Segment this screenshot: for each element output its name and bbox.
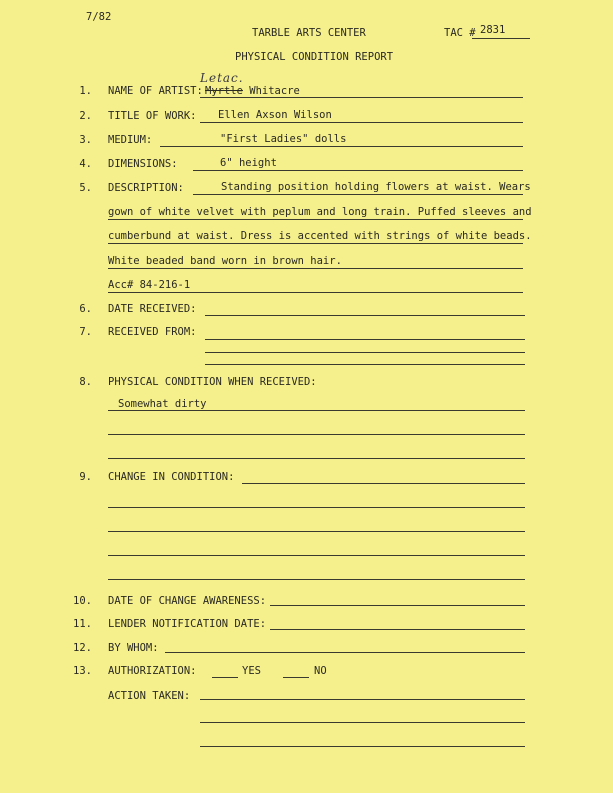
- description-rule-2: [108, 219, 523, 220]
- item-number: 5.: [79, 182, 92, 194]
- handwritten-artist-note: Letac.: [200, 71, 244, 85]
- item-number: 7.: [79, 326, 92, 338]
- change-line-3[interactable]: [108, 531, 525, 532]
- lender-notification-line[interactable]: [270, 629, 525, 630]
- received-from-line-3[interactable]: [205, 364, 525, 365]
- change-line-5[interactable]: [108, 579, 525, 580]
- action-taken-label: ACTION TAKEN:: [108, 690, 191, 702]
- item-number: 13.: [73, 665, 92, 677]
- dimensions-label: DIMENSIONS:: [108, 158, 178, 170]
- title-value: Ellen Axson Wilson: [218, 109, 332, 121]
- dimensions-value: 6" height: [220, 157, 277, 169]
- date-received-line[interactable]: [205, 315, 525, 316]
- change-awareness-line[interactable]: [270, 605, 525, 606]
- authorization-no: NO: [314, 665, 327, 677]
- artist-surname: Whitacre: [249, 85, 300, 97]
- title-line: [200, 122, 523, 123]
- description-line-4: White beaded band worn in brown hair.: [108, 255, 342, 267]
- authorization-no-blank[interactable]: [283, 677, 309, 678]
- item-number: 3.: [79, 134, 92, 146]
- condition-line-2[interactable]: [108, 434, 525, 435]
- item-number: 8.: [79, 376, 92, 388]
- title-label: TITLE OF WORK:: [108, 110, 197, 122]
- lender-notification-label: LENDER NOTIFICATION DATE:: [108, 618, 267, 630]
- item-number: 4.: [79, 158, 92, 170]
- tac-label: TAC #: [444, 27, 476, 39]
- report-date: 7/82: [86, 11, 112, 23]
- change-line-4[interactable]: [108, 555, 525, 556]
- artist-line: [200, 97, 523, 98]
- description-line-2: gown of white velvet with peplum and long train. Puffed sleeves and: [108, 206, 532, 218]
- item-number: 6.: [79, 303, 92, 315]
- action-taken-line-2[interactable]: [200, 722, 525, 723]
- condition-received-label: PHYSICAL CONDITION WHEN RECEIVED:: [108, 376, 317, 388]
- dimensions-line: [193, 170, 523, 171]
- received-from-label: RECEIVED FROM:: [108, 326, 197, 338]
- artist-struck-name: Myrtle: [205, 85, 243, 97]
- condition-received-value: Somewhat dirty: [118, 398, 207, 410]
- item-number: 11.: [73, 618, 92, 630]
- date-received-label: DATE RECEIVED:: [108, 303, 197, 315]
- change-label: CHANGE IN CONDITION:: [108, 471, 235, 483]
- medium-line: [160, 146, 523, 147]
- item-number: 2.: [79, 110, 92, 122]
- description-rule-5: [108, 292, 523, 293]
- received-from-line-2[interactable]: [205, 352, 525, 353]
- org-name: TARBLE ARTS CENTER: [252, 27, 366, 39]
- action-taken-line-1[interactable]: [200, 699, 525, 700]
- authorization-yes: YES: [242, 665, 261, 677]
- medium-label: MEDIUM:: [108, 134, 153, 146]
- tac-number-line: [472, 38, 530, 39]
- accession-number: Acc# 84-216-1: [108, 279, 191, 291]
- action-taken-line-3[interactable]: [200, 746, 525, 747]
- tac-number: 2831: [480, 24, 506, 36]
- condition-line-1[interactable]: [108, 410, 525, 411]
- item-number: 9.: [79, 471, 92, 483]
- description-rule-3: [108, 243, 523, 244]
- by-whom-label: BY WHOM:: [108, 642, 159, 654]
- authorization-label: AUTHORIZATION:: [108, 665, 197, 677]
- condition-line-3[interactable]: [108, 458, 525, 459]
- medium-value: "First Ladies" dolls: [220, 133, 347, 145]
- description-line-3: cumberbund at waist. Dress is accented with strings of white beads.: [108, 230, 532, 242]
- authorization-yes-blank[interactable]: [212, 677, 238, 678]
- change-line-1[interactable]: [242, 483, 525, 484]
- artist-label: NAME OF ARTIST:: [108, 85, 203, 97]
- artist-value: [205, 86, 300, 97]
- received-from-line-1[interactable]: [205, 339, 525, 340]
- description-line-1: Standing position holding flowers at waist. Wears: [221, 181, 531, 193]
- item-number: 10.: [73, 595, 92, 607]
- description-rule-1: [193, 194, 523, 195]
- report-title: PHYSICAL CONDITION REPORT: [235, 51, 394, 63]
- description-label: DESCRIPTION:: [108, 182, 184, 194]
- by-whom-line[interactable]: [165, 652, 525, 653]
- change-line-2[interactable]: [108, 507, 525, 508]
- item-number: 1.: [79, 85, 92, 97]
- item-number: 12.: [73, 642, 92, 654]
- change-awareness-label: DATE OF CHANGE AWARENESS:: [108, 595, 267, 607]
- description-rule-4: [108, 268, 523, 269]
